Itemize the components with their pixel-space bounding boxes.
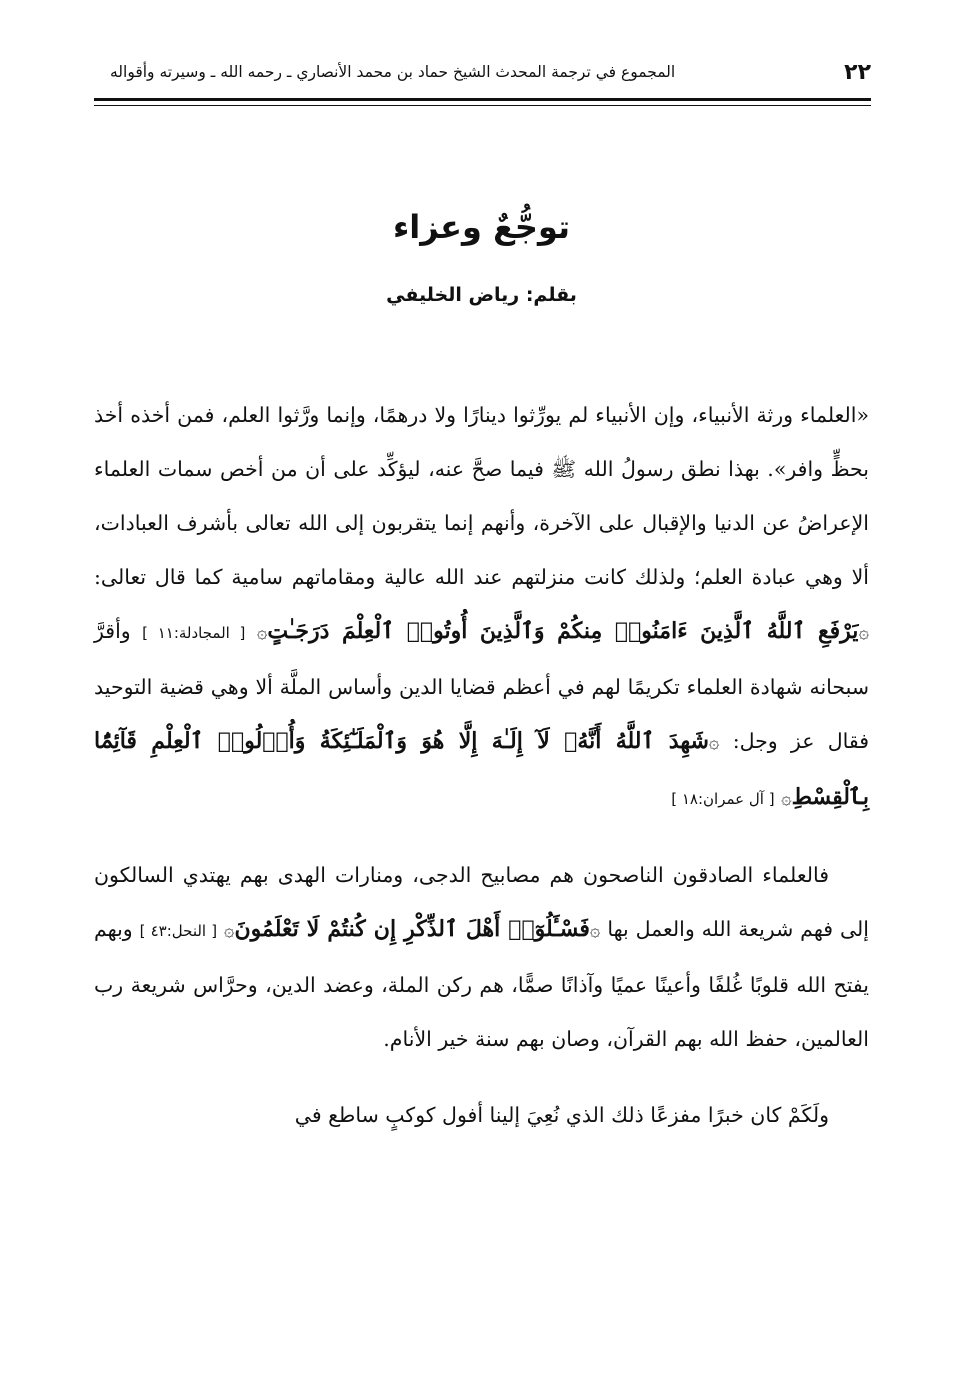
page-number: ٢٢ — [844, 59, 871, 85]
quran-verse-1: يَرْفَعِ ٱللَّهُ ٱلَّذِينَ ءَامَنُوا۟ مِنكُمْ وَٱلَّذِينَ أُوتُوا۟ ٱلْعِلْمَ دَرَجَـٰتٍ — [267, 618, 859, 644]
verse-close-ornament-icon: ۞ — [256, 622, 268, 643]
paragraph-2 — [94, 848, 869, 1066]
running-title: المجموع في ترجمة المحدث الشيخ حماد بن محمد الأنصاري ـ رحمه الله ـ وسيرته وأقواله — [110, 63, 676, 81]
paragraph-3 — [94, 1088, 869, 1142]
verse-close-ornament-icon: ۞ — [781, 788, 792, 809]
article-byline: بقلم: رياض الخليفي — [386, 284, 577, 306]
verse-open-ornament-icon: ۞ — [708, 732, 720, 753]
verse-2-reference: [ آل عمران:١٨ ] — [671, 790, 775, 808]
header-rule-thick — [94, 98, 871, 101]
verse-open-ornament-icon: ۞ — [589, 920, 601, 941]
paragraph-2-text-b: وبهم يفتح الله قلوبًا غُلفًا وأعينًا عميًا وآذانًا صمًّا، هم ركن الملة، وعضد الدين، وحرَّاس شريعة رب العالمين، حفظ الله بهم القرآن، وصان بهم سنة خير الأنام. — [94, 917, 869, 1051]
paragraph-1-text-a: «العلماء ورثة الأنبياء، وإن الأنبياء لم يورِّثوا دينارًا ولا درهمًا، وإنما ورَّثوا العلم، فمن أخذه أخذ بحظٍّ وافر». بهذا نطق رسولُ الله ﷺ فيما صحَّ عنه، ليؤكِّد على أن من أخص سمات العلماء الإعراضُ عن الدنيا والإقبال على الآخرة، وأنهم إنما يتقربون إلى الله تعالى بأشرف العبادات، ألا وهي عبادة العلم؛ ولذلك كانت منزلتهم عند الله عالية ومقاماتهم سامية كما قال تعالى: — [94, 403, 869, 589]
quran-verse-3: فَسْـَٔلُوٓا۟ أَهْلَ ٱلذِّكْرِ إِن كُنتُمْ لَا تَعْلَمُونَ — [234, 916, 590, 942]
article-body — [94, 388, 869, 1164]
running-head — [110, 52, 871, 92]
header-rule-thin — [94, 105, 871, 106]
quran-verse-2: شَهِدَ ٱللَّهُ أَنَّهُۥ لَآ إِلَـٰهَ إِلَّا هُوَ وَٱلْمَلَـٰٓئِكَةُ وَأُو۟لُوا۟ ٱلْعِلْمِ قَآئِمًۢا بِٱلْقِسْطِ — [94, 728, 869, 810]
paragraph-1-text-b: وأقرَّ سبحانه شهادة العلماء تكريمًا لهم في أعظم قضايا الدين وأساس الملَّة ألا وهي قضية التوحيد فقال عز وجل: — [94, 619, 870, 753]
verse-3-reference: [ النحل:٤٣ ] — [139, 922, 218, 940]
verse-1-reference: [ المجادلة:١١ ] — [142, 624, 246, 642]
article-title: توجُّعٌ وعزاء — [392, 208, 571, 246]
paragraph-2-text-a: فالعلماء الصادقون الناصحون هم مصابيح الدجى، ومنارات الهدى بهم يهتدي السالكون إلى فهم شريعة الله والعمل بها — [94, 863, 869, 941]
verse-close-ornament-icon: ۞ — [223, 920, 235, 941]
paragraph-3-text-a: ولَكَمْ كان خبرًا مفزعًا ذلك الذي نُعِيَ إلينا أفول كوكبٍ ساطع في — [294, 1103, 829, 1127]
paragraph-1 — [94, 388, 869, 826]
verse-open-ornament-icon: ۞ — [858, 622, 869, 643]
